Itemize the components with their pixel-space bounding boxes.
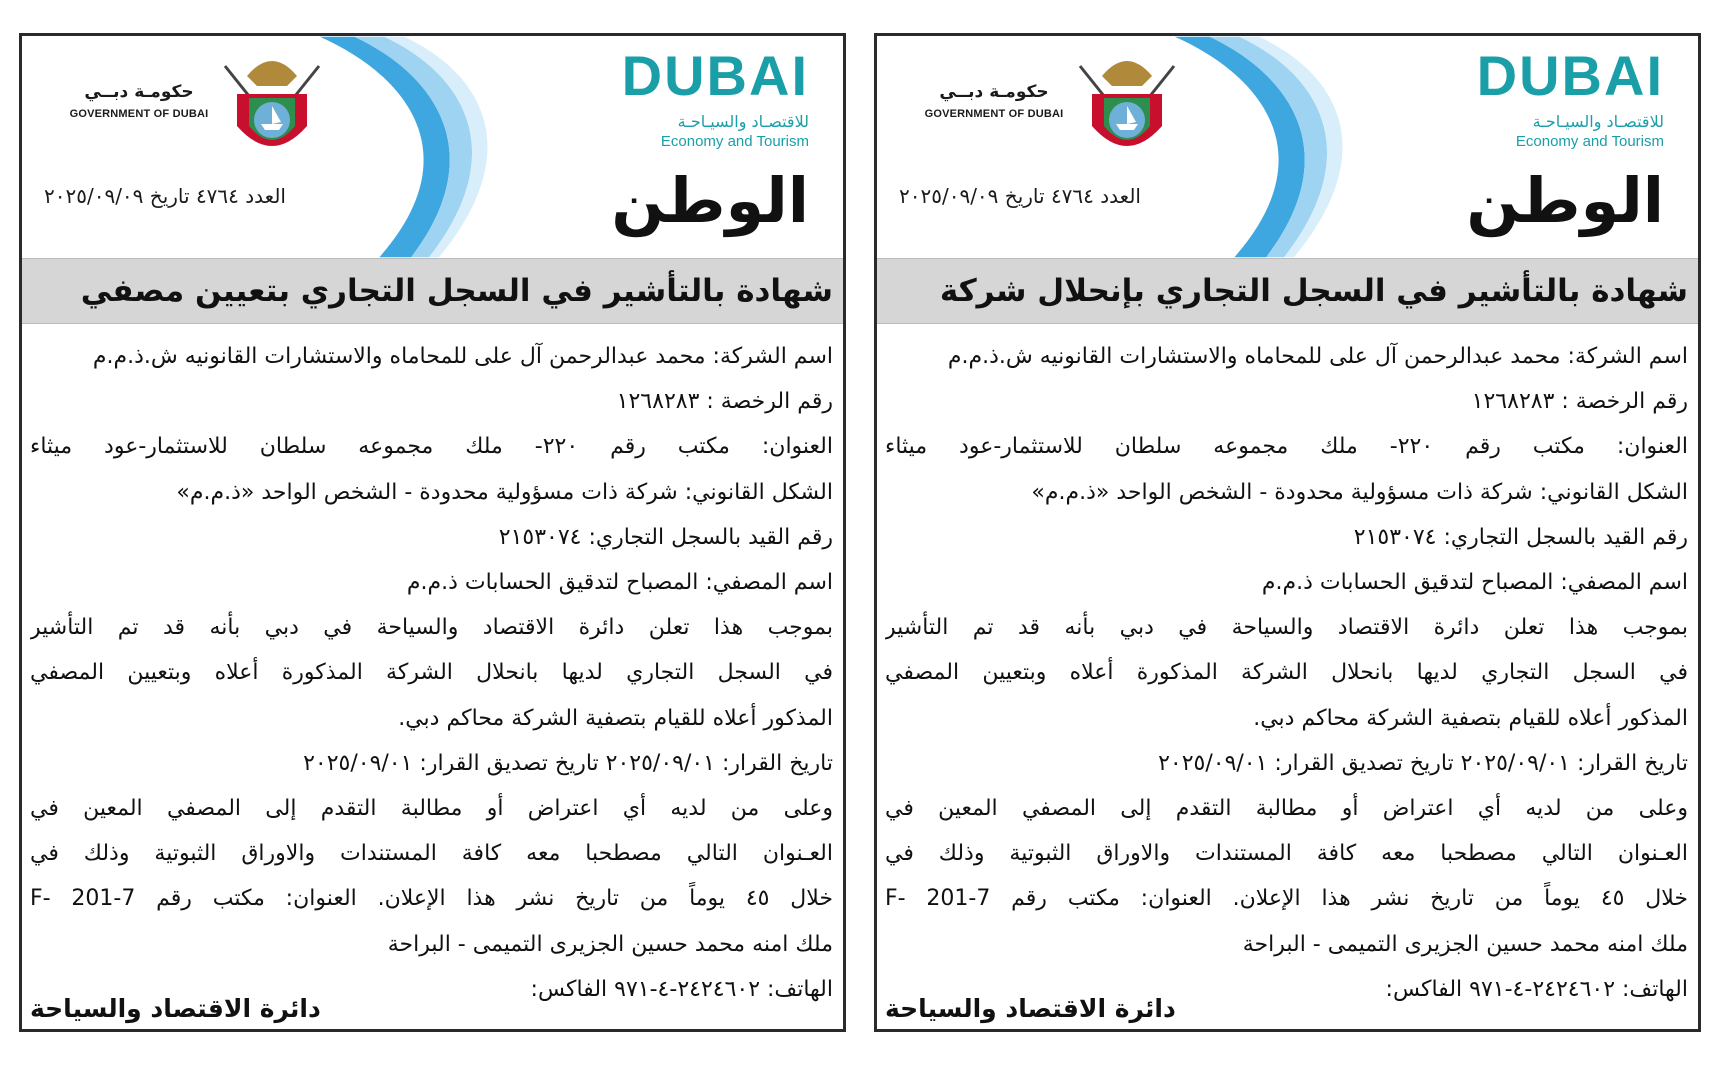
registration-number-line: رقم القيد بالسجل التجاري: ٢١٥٣٠٧٤ (1353, 524, 1688, 550)
notice-header (877, 36, 1698, 258)
body-text-line: في السجل التجاري لديها بانحلال الشركة المذكورة أعلاه وبتعيين المصفي (885, 660, 1688, 686)
dubai-emblem-icon (217, 46, 327, 164)
newspaper-name: الوطن (611, 164, 809, 237)
notice-liquidator-appointment (19, 33, 846, 1032)
body-text-line: المذكور أعلاه للقيام بتصفية الشركة محاكم دبي. (1253, 705, 1688, 731)
notice-title-bar (22, 258, 843, 324)
phone-fax-line: الهاتف: ٢٤٢٤٦٠٢-٤-٩٧١ الفاكس: (1385, 976, 1688, 1002)
notice-title: شهادة بالتأشير في السجل التجاري بتعيين مصفي (80, 273, 833, 309)
body-text-line: بموجب هذا تعلن دائرة الاقتصاد والسياحة في دبي بأنه قد تم التأشير (885, 615, 1688, 641)
body-text-line: ملك امنه محمد حسين الجزيرى التميمى - البراحة (1242, 931, 1688, 957)
company-name-line: اسم الشركة: محمد عبدالرحمن آل على للمحاماه والاستشارات القانونيه ش.ذ.م.م (92, 344, 833, 369)
notice-title: شهادة بالتأشير في السجل التجاري بإنحلال شركة (939, 273, 1688, 309)
brand-ar: للاقتصـاد والسيـاحـة (1532, 112, 1664, 131)
newspaper-name: الوطن (1466, 164, 1664, 237)
notice-title-bar (877, 258, 1698, 324)
decision-date-line: تاريخ القرار: ٢٠٢٥/٠٩/٠١ تاريخ تصديق القرار: ٢٠٢٥/٠٩/٠١ (1158, 750, 1688, 776)
dubai-economy-tourism-logo (1474, 46, 1664, 150)
notice-body (885, 334, 1688, 1012)
body-text-line: وعلى من لديه أي اعتراض أو مطالبة التقدم إلى المصفي المعين في (30, 796, 833, 822)
license-number-line: رقم الرخصة : ١٢٦٨٢٨٣ (616, 389, 833, 415)
department-signature: دائرة الاقتصاد والسياحة (885, 994, 1176, 1023)
body-text-line: في السجل التجاري لديها بانحلال الشركة المذكورة أعلاه وبتعيين المصفي (30, 660, 833, 686)
legal-form-line: الشكل القانوني: شركة ذات مسؤولية محدودة - الشخص الواحد «ذ.م.م» (176, 479, 833, 505)
body-text-line: بموجب هذا تعلن دائرة الاقتصاد والسياحة في دبي بأنه قد تم التأشير (30, 615, 833, 641)
dubai-economy-tourism-logo (619, 46, 809, 150)
liquidator-name-line: اسم المصفي: المصباح لتدقيق الحسابات ذ.م.م (1261, 570, 1688, 596)
dubai-wordmark: DUBAI (1476, 44, 1664, 107)
government-of-dubai-label (899, 82, 1089, 120)
government-en: GOVERNMENT OF DUBAI (924, 108, 1064, 120)
issue-number-date: العدد ٤٧٦٤ تاريخ ٢٠٢٥/٠٩/٠٩ (44, 184, 286, 208)
legal-form-line: الشكل القانوني: شركة ذات مسؤولية محدودة - الشخص الواحد «ذ.م.م» (1031, 479, 1688, 505)
issue-number-date: العدد ٤٧٦٤ تاريخ ٢٠٢٥/٠٩/٠٩ (899, 184, 1141, 208)
body-text-line: ملك امنه محمد حسين الجزيرى التميمى - البراحة (387, 931, 833, 957)
body-text-line: وعلى من لديه أي اعتراض أو مطالبة التقدم إلى المصفي المعين في (885, 796, 1688, 822)
brand-en: Economy and Tourism (660, 133, 809, 150)
liquidator-name-line: اسم المصفي: المصباح لتدقيق الحسابات ذ.م.م (406, 570, 833, 596)
notice-body (30, 334, 833, 1012)
body-text-line: العـنوان التالي مصطحبا معه كافة المستندات والاوراق الثبوتية وذلك في (30, 841, 833, 867)
government-ar: حكومـة دبــي (939, 82, 1049, 102)
phone-fax-line: الهاتف: ٢٤٢٤٦٠٢-٤-٩٧١ الفاكس: (530, 976, 833, 1002)
license-number-line: رقم الرخصة : ١٢٦٨٢٨٣ (1471, 389, 1688, 415)
brand-en: Economy and Tourism (1515, 133, 1664, 150)
dubai-wordmark: DUBAI (621, 44, 809, 107)
body-text-line: المذكور أعلاه للقيام بتصفية الشركة محاكم دبي. (398, 705, 833, 731)
address-line: العنوان: مكتب رقم ٢٢٠- ملك مجموعه سلطان للاستثمار-عود ميثاء (30, 434, 833, 460)
body-text-line: خلال ٤٥ يوماً من تاريخ نشر هذا الإعلان. العنوان: مكتب رقم 7-201 -F (885, 886, 1688, 912)
company-name-line: اسم الشركة: محمد عبدالرحمن آل على للمحاماه والاستشارات القانونيه ش.ذ.م.م (947, 344, 1688, 369)
notice-company-dissolution (874, 33, 1701, 1032)
decision-date-line: تاريخ القرار: ٢٠٢٥/٠٩/٠١ تاريخ تصديق القرار: ٢٠٢٥/٠٩/٠١ (303, 750, 833, 776)
address-line: العنوان: مكتب رقم ٢٢٠- ملك مجموعه سلطان للاستثمار-عود ميثاء (885, 434, 1688, 460)
dubai-emblem-icon (1072, 46, 1182, 164)
brand-ar: للاقتصـاد والسيـاحـة (677, 112, 809, 131)
department-signature: دائرة الاقتصاد والسياحة (30, 994, 321, 1023)
registration-number-line: رقم القيد بالسجل التجاري: ٢١٥٣٠٧٤ (498, 524, 833, 550)
government-en: GOVERNMENT OF DUBAI (69, 108, 209, 120)
government-of-dubai-label (44, 82, 234, 120)
government-ar: حكومـة دبــي (84, 82, 194, 102)
body-text-line: خلال ٤٥ يوماً من تاريخ نشر هذا الإعلان. العنوان: مكتب رقم 7-201 -F (30, 886, 833, 912)
body-text-line: العـنوان التالي مصطحبا معه كافة المستندات والاوراق الثبوتية وذلك في (885, 841, 1688, 867)
notice-header (22, 36, 843, 258)
